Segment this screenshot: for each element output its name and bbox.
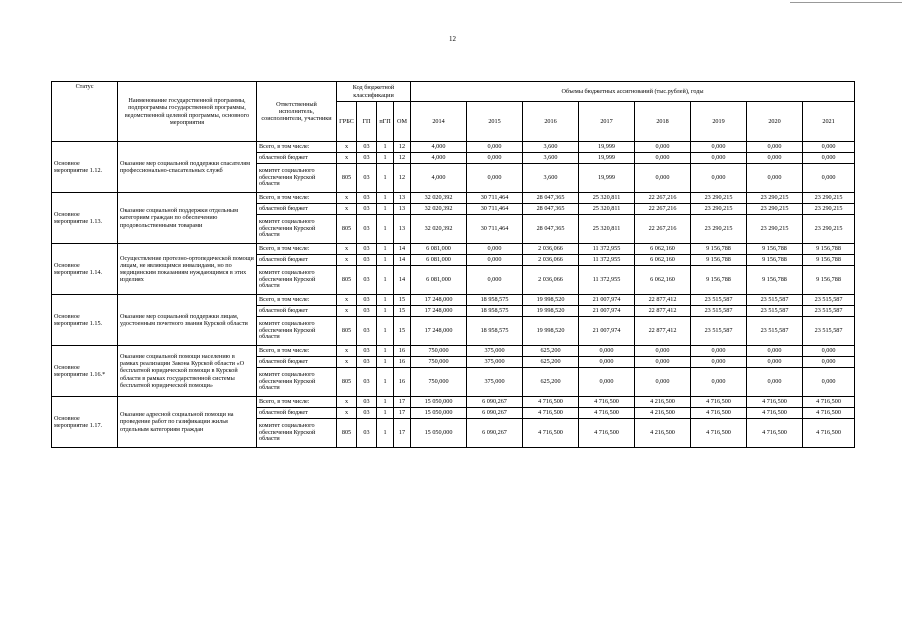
- amount-cell: 23 515,587: [691, 306, 747, 317]
- code-om-cell: 14: [394, 244, 411, 255]
- code-pgp-cell: 1: [377, 357, 394, 368]
- code-gp-cell: 03: [357, 368, 377, 397]
- amount-cell: 4,000: [411, 142, 467, 153]
- amount-cell: 0,000: [747, 368, 803, 397]
- header-volume-group: Объемы бюджетных ассигнований (тыс.рублей), годы: [411, 82, 855, 102]
- header-code-pgp: пГП: [377, 102, 394, 142]
- amount-cell: 4,000: [411, 164, 467, 193]
- amount-cell: 4 716,500: [747, 397, 803, 408]
- code-om-cell: 14: [394, 266, 411, 295]
- amount-cell: 18 958,575: [467, 295, 523, 306]
- amount-cell: 4 216,500: [635, 397, 691, 408]
- responsible-cell: Всего, в том числе:: [257, 193, 337, 204]
- amount-cell: 4 716,500: [803, 397, 855, 408]
- amount-cell: 30 711,464: [467, 204, 523, 215]
- amount-cell: 4 716,500: [691, 408, 747, 419]
- measure-name-cell: Оказание мер социальной поддержки лицам, удостоенным почетного звания Курской области: [118, 295, 257, 346]
- code-gp-cell: 03: [357, 164, 377, 193]
- code-om-cell: 16: [394, 346, 411, 357]
- amount-cell: 9 156,788: [691, 255, 747, 266]
- code-pgp-cell: 1: [377, 255, 394, 266]
- code-om-cell: 12: [394, 153, 411, 164]
- amount-cell: 750,000: [411, 357, 467, 368]
- amount-cell: 0,000: [635, 346, 691, 357]
- amount-cell: 4 216,500: [635, 419, 691, 448]
- amount-cell: 750,000: [411, 346, 467, 357]
- amount-cell: 625,200: [523, 357, 579, 368]
- code-grbs-cell: х: [337, 346, 357, 357]
- responsible-cell: областной бюджет: [257, 204, 337, 215]
- code-pgp-cell: 1: [377, 295, 394, 306]
- code-om-cell: 13: [394, 215, 411, 244]
- amount-cell: 23 290,215: [747, 193, 803, 204]
- header-year: 2015: [467, 102, 523, 142]
- amount-cell: 32 020,392: [411, 215, 467, 244]
- amount-cell: 22 877,412: [635, 317, 691, 346]
- amount-cell: 375,000: [467, 368, 523, 397]
- code-pgp-cell: 1: [377, 153, 394, 164]
- amount-cell: 9 156,788: [803, 244, 855, 255]
- amount-cell: 17 248,000: [411, 306, 467, 317]
- amount-cell: 6 081,000: [411, 255, 467, 266]
- amount-cell: 0,000: [803, 368, 855, 397]
- amount-cell: 0,000: [579, 346, 635, 357]
- measure-name-cell: Оказание социальной поддержки отдельным категориям граждан по обеспечению продовольственными товарами: [118, 193, 257, 244]
- amount-cell: 23 515,587: [803, 317, 855, 346]
- amount-cell: 9 156,788: [803, 266, 855, 295]
- amount-cell: 23 515,587: [747, 306, 803, 317]
- code-grbs-cell: 805: [337, 419, 357, 448]
- amount-cell: 21 007,974: [579, 317, 635, 346]
- amount-cell: 19,999: [579, 142, 635, 153]
- amount-cell: 0,000: [691, 346, 747, 357]
- header-code-gp: ГП: [357, 102, 377, 142]
- header-code-group: Код бюджетной классификации: [337, 82, 411, 102]
- amount-cell: 625,200: [523, 346, 579, 357]
- code-grbs-cell: х: [337, 153, 357, 164]
- header-status: Статус: [52, 82, 118, 142]
- code-grbs-cell: 805: [337, 266, 357, 295]
- table-row: [52, 193, 855, 204]
- code-pgp-cell: 1: [377, 317, 394, 346]
- measure-name-cell: Оказание адресной социальной помощи на проведение работ по газификации жилья отдельным категориям граждан: [118, 397, 257, 448]
- amount-cell: 0,000: [747, 164, 803, 193]
- code-grbs-cell: х: [337, 306, 357, 317]
- amount-cell: 4 716,500: [579, 397, 635, 408]
- amount-cell: 4 716,500: [523, 408, 579, 419]
- code-pgp-cell: 1: [377, 244, 394, 255]
- amount-cell: 0,000: [691, 357, 747, 368]
- status-cell: Основное мероприятие 1.16.*: [52, 346, 118, 397]
- code-grbs-cell: 805: [337, 317, 357, 346]
- amount-cell: 6 090,267: [467, 397, 523, 408]
- amount-cell: 0,000: [635, 164, 691, 193]
- code-grbs-cell: х: [337, 142, 357, 153]
- amount-cell: 0,000: [691, 153, 747, 164]
- amount-cell: 9 156,788: [691, 266, 747, 295]
- code-pgp-cell: 1: [377, 368, 394, 397]
- code-grbs-cell: х: [337, 255, 357, 266]
- amount-cell: 0,000: [467, 153, 523, 164]
- code-om-cell: 13: [394, 204, 411, 215]
- amount-cell: 4 716,500: [523, 397, 579, 408]
- amount-cell: 21 007,974: [579, 306, 635, 317]
- amount-cell: 15 050,000: [411, 419, 467, 448]
- code-grbs-cell: 805: [337, 164, 357, 193]
- budget-table: [51, 81, 855, 448]
- amount-cell: 6 090,267: [467, 419, 523, 448]
- code-pgp-cell: 1: [377, 419, 394, 448]
- code-om-cell: 14: [394, 255, 411, 266]
- amount-cell: 22 267,216: [635, 193, 691, 204]
- code-om-cell: 16: [394, 357, 411, 368]
- amount-cell: 28 047,365: [523, 193, 579, 204]
- code-pgp-cell: 1: [377, 408, 394, 419]
- amount-cell: 19,999: [579, 153, 635, 164]
- status-cell: Основное мероприятие 1.13.: [52, 193, 118, 244]
- header-year: 2019: [691, 102, 747, 142]
- amount-cell: 3,600: [523, 153, 579, 164]
- header-year: 2020: [747, 102, 803, 142]
- amount-cell: 23 290,215: [803, 193, 855, 204]
- amount-cell: 11 372,955: [579, 266, 635, 295]
- amount-cell: 625,200: [523, 368, 579, 397]
- amount-cell: 0,000: [467, 244, 523, 255]
- amount-cell: 22 267,216: [635, 215, 691, 244]
- responsible-cell: комитет социального обеспечения Курской области: [257, 317, 337, 346]
- amount-cell: 6 081,000: [411, 244, 467, 255]
- amount-cell: 0,000: [747, 346, 803, 357]
- table-row: [52, 346, 855, 357]
- table-row: [52, 244, 855, 255]
- code-gp-cell: 03: [357, 193, 377, 204]
- amount-cell: 4 216,500: [635, 408, 691, 419]
- amount-cell: 23 515,587: [803, 306, 855, 317]
- amount-cell: 6 081,000: [411, 266, 467, 295]
- amount-cell: 23 290,215: [747, 204, 803, 215]
- header-code-om: ОМ: [394, 102, 411, 142]
- code-grbs-cell: х: [337, 397, 357, 408]
- amount-cell: 30 711,464: [467, 193, 523, 204]
- code-gp-cell: 03: [357, 306, 377, 317]
- amount-cell: 19,999: [579, 164, 635, 193]
- amount-cell: 23 515,587: [747, 295, 803, 306]
- code-pgp-cell: 1: [377, 215, 394, 244]
- code-om-cell: 17: [394, 397, 411, 408]
- code-om-cell: 17: [394, 419, 411, 448]
- code-grbs-cell: х: [337, 408, 357, 419]
- amount-cell: 4 716,500: [747, 408, 803, 419]
- amount-cell: 23 290,215: [803, 204, 855, 215]
- amount-cell: 0,000: [467, 255, 523, 266]
- code-om-cell: 15: [394, 306, 411, 317]
- code-gp-cell: 03: [357, 317, 377, 346]
- code-pgp-cell: 1: [377, 346, 394, 357]
- amount-cell: 21 007,974: [579, 295, 635, 306]
- code-gp-cell: 03: [357, 142, 377, 153]
- amount-cell: 32 020,392: [411, 204, 467, 215]
- header-year: 2017: [579, 102, 635, 142]
- amount-cell: 28 047,365: [523, 204, 579, 215]
- amount-cell: 4 716,500: [523, 419, 579, 448]
- code-gp-cell: 03: [357, 397, 377, 408]
- amount-cell: 17 248,000: [411, 317, 467, 346]
- code-gp-cell: 03: [357, 153, 377, 164]
- table-body: [52, 142, 855, 448]
- code-grbs-cell: 805: [337, 215, 357, 244]
- amount-cell: 23 290,215: [691, 204, 747, 215]
- code-gp-cell: 03: [357, 204, 377, 215]
- responsible-cell: Всего, в том числе:: [257, 244, 337, 255]
- amount-cell: 4 716,500: [747, 419, 803, 448]
- amount-cell: 0,000: [635, 142, 691, 153]
- amount-cell: 9 156,788: [747, 244, 803, 255]
- responsible-cell: Всего, в том числе:: [257, 397, 337, 408]
- amount-cell: 2 036,066: [523, 266, 579, 295]
- amount-cell: 0,000: [467, 164, 523, 193]
- amount-cell: 0,000: [803, 153, 855, 164]
- amount-cell: 0,000: [691, 142, 747, 153]
- amount-cell: 4,000: [411, 153, 467, 164]
- amount-cell: 4 716,500: [691, 397, 747, 408]
- amount-cell: 2 036,066: [523, 255, 579, 266]
- amount-cell: 0,000: [579, 368, 635, 397]
- amount-cell: 19 998,520: [523, 317, 579, 346]
- code-grbs-cell: х: [337, 295, 357, 306]
- responsible-cell: комитет социального обеспечения Курской области: [257, 215, 337, 244]
- amount-cell: 23 290,215: [691, 215, 747, 244]
- responsible-cell: комитет социального обеспечения Курской области: [257, 419, 337, 448]
- amount-cell: 23 515,587: [803, 295, 855, 306]
- code-gp-cell: 03: [357, 215, 377, 244]
- header-row-1: [52, 82, 855, 102]
- amount-cell: 19 998,520: [523, 295, 579, 306]
- amount-cell: 9 156,788: [691, 244, 747, 255]
- amount-cell: 18 958,575: [467, 306, 523, 317]
- amount-cell: 6 062,160: [635, 244, 691, 255]
- amount-cell: 3,600: [523, 142, 579, 153]
- amount-cell: 0,000: [803, 357, 855, 368]
- amount-cell: 0,000: [747, 153, 803, 164]
- amount-cell: 4 716,500: [803, 408, 855, 419]
- code-pgp-cell: 1: [377, 204, 394, 215]
- code-grbs-cell: 805: [337, 368, 357, 397]
- amount-cell: 23 290,215: [747, 215, 803, 244]
- amount-cell: 375,000: [467, 346, 523, 357]
- responsible-cell: комитет социального обеспечения Курской области: [257, 266, 337, 295]
- amount-cell: 4 716,500: [579, 408, 635, 419]
- amount-cell: 23 515,587: [747, 317, 803, 346]
- code-om-cell: 17: [394, 408, 411, 419]
- code-gp-cell: 03: [357, 266, 377, 295]
- amount-cell: 4 716,500: [691, 419, 747, 448]
- amount-cell: 15 050,000: [411, 397, 467, 408]
- amount-cell: 32 020,392: [411, 193, 467, 204]
- code-om-cell: 15: [394, 295, 411, 306]
- responsible-cell: Всего, в том числе:: [257, 346, 337, 357]
- amount-cell: 4 716,500: [803, 419, 855, 448]
- amount-cell: 0,000: [635, 153, 691, 164]
- amount-cell: 23 515,587: [691, 295, 747, 306]
- code-gp-cell: 03: [357, 295, 377, 306]
- code-gp-cell: 03: [357, 419, 377, 448]
- amount-cell: 0,000: [803, 346, 855, 357]
- code-gp-cell: 03: [357, 408, 377, 419]
- amount-cell: 9 156,788: [747, 255, 803, 266]
- status-cell: Основное мероприятие 1.15.: [52, 295, 118, 346]
- header-name: Наименование государственной программы, подпрограммы государственной программы, ведомственной целевой программы, основного мероприятия: [118, 82, 257, 142]
- table-row: [52, 397, 855, 408]
- amount-cell: 0,000: [747, 357, 803, 368]
- amount-cell: 30 711,464: [467, 215, 523, 244]
- code-gp-cell: 03: [357, 357, 377, 368]
- code-om-cell: 16: [394, 368, 411, 397]
- amount-cell: 9 156,788: [747, 266, 803, 295]
- amount-cell: 25 320,811: [579, 193, 635, 204]
- amount-cell: 6 062,160: [635, 255, 691, 266]
- amount-cell: 22 877,412: [635, 295, 691, 306]
- amount-cell: 23 290,215: [691, 193, 747, 204]
- amount-cell: 15 050,000: [411, 408, 467, 419]
- amount-cell: 0,000: [467, 266, 523, 295]
- amount-cell: 0,000: [803, 142, 855, 153]
- code-grbs-cell: х: [337, 193, 357, 204]
- amount-cell: 2 036,066: [523, 244, 579, 255]
- amount-cell: 0,000: [467, 142, 523, 153]
- code-pgp-cell: 1: [377, 193, 394, 204]
- code-pgp-cell: 1: [377, 142, 394, 153]
- code-om-cell: 15: [394, 317, 411, 346]
- measure-name-cell: Осуществление протезно-ортопедической помощи лицам, не являющимся инвалидами, но по медицинским показаниям нуждающимся в этих изделиях: [118, 244, 257, 295]
- responsible-cell: областной бюджет: [257, 408, 337, 419]
- status-cell: Основное мероприятие 1.12.: [52, 142, 118, 193]
- amount-cell: 0,000: [635, 368, 691, 397]
- code-om-cell: 13: [394, 193, 411, 204]
- header-year: 2021: [803, 102, 855, 142]
- header-year: 2018: [635, 102, 691, 142]
- responsible-cell: Всего, в том числе:: [257, 295, 337, 306]
- amount-cell: 25 320,811: [579, 204, 635, 215]
- top-rule: [790, 2, 902, 3]
- amount-cell: 3,600: [523, 164, 579, 193]
- status-cell: Основное мероприятие 1.14.: [52, 244, 118, 295]
- amount-cell: 19 998,520: [523, 306, 579, 317]
- responsible-cell: областной бюджет: [257, 255, 337, 266]
- status-cell: Основное мероприятие 1.17.: [52, 397, 118, 448]
- header-year: 2016: [523, 102, 579, 142]
- amount-cell: 11 372,955: [579, 244, 635, 255]
- code-gp-cell: 03: [357, 346, 377, 357]
- amount-cell: 0,000: [803, 164, 855, 193]
- amount-cell: 11 372,955: [579, 255, 635, 266]
- table-row: [52, 142, 855, 153]
- amount-cell: 0,000: [691, 164, 747, 193]
- code-om-cell: 12: [394, 164, 411, 193]
- code-om-cell: 12: [394, 142, 411, 153]
- amount-cell: 28 047,365: [523, 215, 579, 244]
- table-row: [52, 295, 855, 306]
- responsible-cell: Всего, в том числе:: [257, 142, 337, 153]
- responsible-cell: областной бюджет: [257, 153, 337, 164]
- amount-cell: 750,000: [411, 368, 467, 397]
- amount-cell: 0,000: [635, 357, 691, 368]
- amount-cell: 23 515,587: [691, 317, 747, 346]
- amount-cell: 6 062,160: [635, 266, 691, 295]
- amount-cell: 0,000: [691, 368, 747, 397]
- amount-cell: 22 267,216: [635, 204, 691, 215]
- responsible-cell: комитет социального обеспечения Курской области: [257, 368, 337, 397]
- header-year: 2014: [411, 102, 467, 142]
- header-code-grbs: ГРБС: [337, 102, 357, 142]
- code-pgp-cell: 1: [377, 164, 394, 193]
- amount-cell: 23 290,215: [803, 215, 855, 244]
- code-grbs-cell: х: [337, 204, 357, 215]
- responsible-cell: областной бюджет: [257, 357, 337, 368]
- header-responsible: Ответственный исполнитель, соисполнители, участники: [257, 82, 337, 142]
- amount-cell: 25 320,811: [579, 215, 635, 244]
- amount-cell: 9 156,788: [803, 255, 855, 266]
- code-grbs-cell: х: [337, 357, 357, 368]
- amount-cell: 4 716,500: [579, 419, 635, 448]
- code-gp-cell: 03: [357, 255, 377, 266]
- amount-cell: 22 877,412: [635, 306, 691, 317]
- measure-name-cell: Оказание социальной помощи населению в рамках реализации Закона Курской области «О бесплатной юридической помощи в Курской области в рамках государственной системы бесплатной юридической помощи»: [118, 346, 257, 397]
- page-number: 12: [449, 35, 456, 43]
- amount-cell: 17 248,000: [411, 295, 467, 306]
- code-pgp-cell: 1: [377, 306, 394, 317]
- responsible-cell: комитет социального обеспечения Курской области: [257, 164, 337, 193]
- code-pgp-cell: 1: [377, 397, 394, 408]
- amount-cell: 6 090,267: [467, 408, 523, 419]
- amount-cell: 375,000: [467, 357, 523, 368]
- amount-cell: 18 958,575: [467, 317, 523, 346]
- code-pgp-cell: 1: [377, 266, 394, 295]
- amount-cell: 0,000: [579, 357, 635, 368]
- responsible-cell: областной бюджет: [257, 306, 337, 317]
- code-grbs-cell: х: [337, 244, 357, 255]
- measure-name-cell: Оказание мер социальной поддержки спасателям профессионально-спасательных служб: [118, 142, 257, 193]
- code-gp-cell: 03: [357, 244, 377, 255]
- amount-cell: 0,000: [747, 142, 803, 153]
